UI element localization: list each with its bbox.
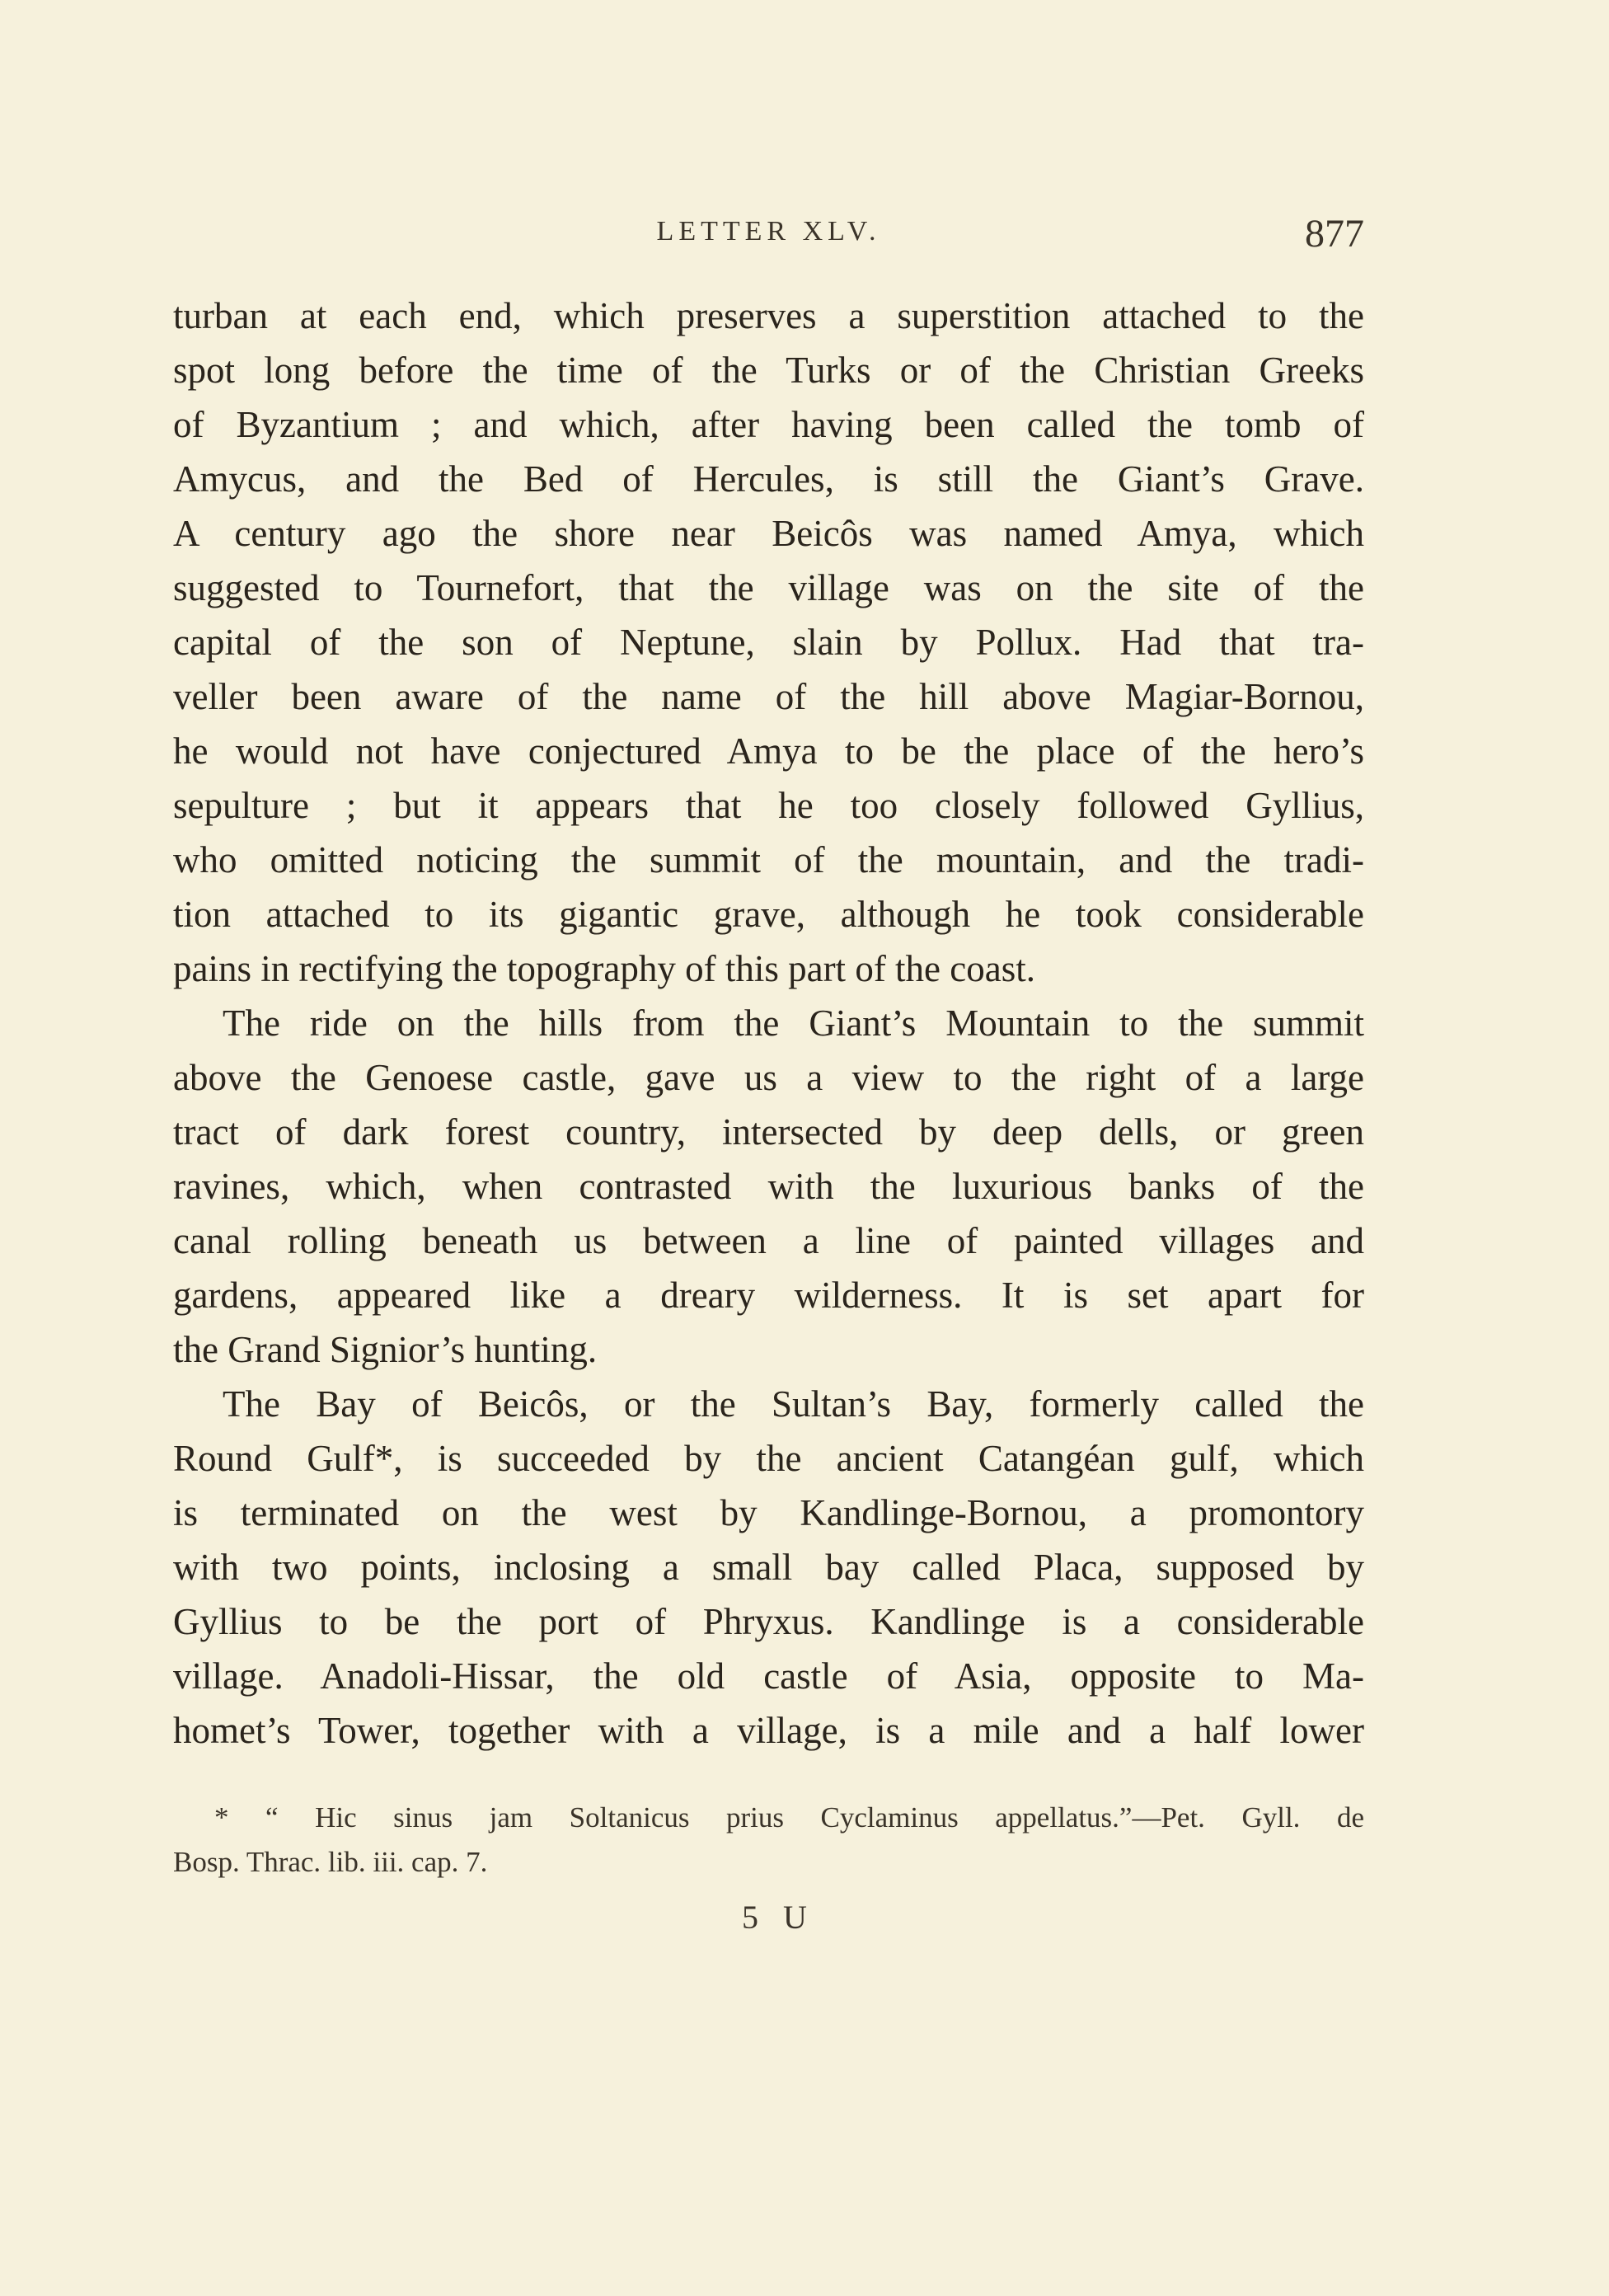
text-line: he would not have conjectured Amya to be the place of the hero’s [173,730,1364,772]
text-line: gardens, appeared like a dreary wilderness. It is set apart for [173,1275,1364,1316]
text-line: above the Genoese castle, gave us a view to the right of a large [173,1057,1364,1098]
text-line: is terminated on the west by Kandlinge-Bornou, a promontory [173,1492,1364,1533]
body-text [173,289,1364,1758]
footnote-line: Bosp. Thrac. lib. iii. cap. 7. [173,1846,488,1878]
page-header [173,211,1364,261]
footnote-line: * “ Hic sinus jam Soltanicus prius Cyclaminus appellatus.”—Pet. Gyll. de [214,1801,1364,1834]
text-line: with two points, inclosing a small bay called Placa, supposed by [173,1547,1364,1588]
text-line: village. Anadoli-Hissar, the old castle of Asia, opposite to Ma- [173,1655,1364,1697]
footnote [173,1796,1364,1885]
text-line: spot long before the time of the Turks or of the Christian Greeks [173,350,1364,391]
text-line: A century ago the shore near Beicôs was named Amya, which [173,513,1364,554]
text-line: tract of dark forest country, intersected by deep dells, or green [173,1111,1364,1153]
text-line: sepulture ; but it appears that he too closely followed Gyllius, [173,785,1364,826]
text-line: veller been aware of the name of the hill above Magiar-Bornou, [173,676,1364,717]
text-line: pains in rectifying the topography of this part of the coast. [173,948,1035,989]
text-line: ravines, which, when contrasted with the luxurious banks of the [173,1166,1364,1207]
text-line: the Grand Signior’s hunting. [173,1329,598,1370]
text-line: capital of the son of Neptune, slain by Pollux. Had that tra- [173,622,1364,663]
text-line: canal rolling beneath us between a line of painted villages and [173,1220,1364,1261]
running-head: LETTER XLV. [656,216,881,247]
text-line: homet’s Tower, together with a village, is a mile and a half lower [173,1710,1364,1751]
text-line: suggested to Tournefort, that the village was on the site of the [173,567,1364,608]
text-line: Amycus, and the Bed of Hercules, is still the Giant’s Grave. [173,458,1364,500]
text-line: The ride on the hills from the Giant’s Mountain to the summit [223,1002,1364,1044]
text-line: tion attached to its gigantic grave, although he took considerable [173,894,1364,935]
text-line: Round Gulf*, is succeeded by the ancient Catangéan gulf, which [173,1438,1364,1479]
text-line: of Byzantium ; and which, after having been called the tomb of [173,404,1364,445]
text-line: Gyllius to be the port of Phryxus. Kandlinge is a considerable [173,1601,1364,1642]
text-line: The Bay of Beicôs, or the Sultan’s Bay, formerly called the [223,1383,1364,1425]
signature-mark: 5 U [742,1899,815,1936]
page-number: 877 [1305,212,1364,256]
text-line: who omitted noticing the summit of the mountain, and the tradi- [173,839,1364,880]
text-line: turban at each end, which preserves a superstition attached to the [173,295,1364,336]
